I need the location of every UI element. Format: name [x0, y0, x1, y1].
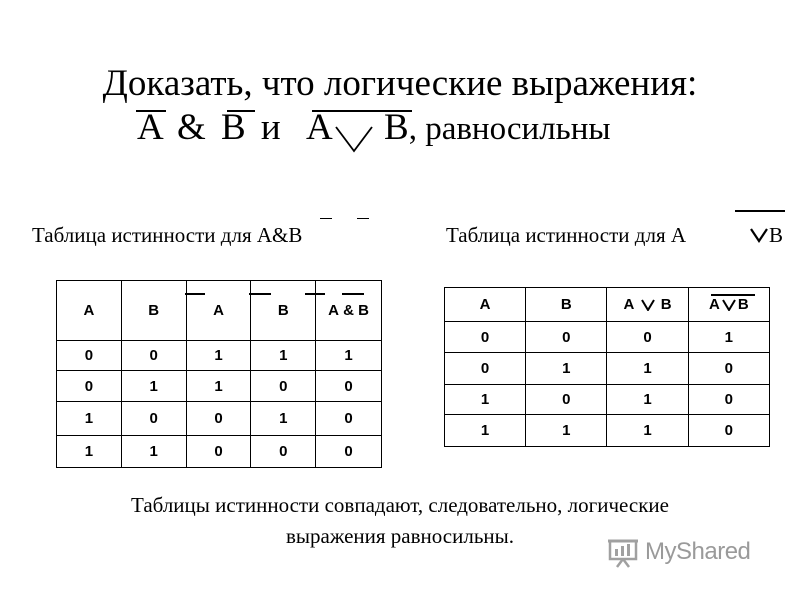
- title-expression-line: [137, 106, 281, 150]
- title-tail: , равносильны: [408, 111, 611, 147]
- caption-overline-a: [320, 218, 332, 219]
- table-cell: 0: [316, 402, 382, 436]
- page-title: Доказать, что логические выражения:: [102, 63, 698, 104]
- table-row: [445, 385, 770, 415]
- header-overline: [249, 293, 271, 295]
- watermark-brand: MyShared: [645, 538, 751, 565]
- table-cell: 1: [688, 322, 769, 353]
- header-overline: [185, 293, 205, 295]
- table-row: [445, 322, 770, 353]
- header-var-a: А: [709, 296, 720, 313]
- table-cell: 1: [57, 402, 122, 436]
- conclusion-line-1: Таблицы истинности совпадают, следовательно, логические: [131, 493, 669, 517]
- overline-b: [227, 110, 255, 112]
- overline-a: [136, 110, 166, 112]
- left-table-caption: Таблица истинности для A&B: [32, 223, 303, 247]
- table-cell: 0: [121, 341, 186, 371]
- table-cell: 1: [121, 436, 186, 468]
- table-cell: 0: [186, 402, 251, 436]
- table-cell: 0: [526, 322, 607, 353]
- logical-or-icon: [333, 124, 375, 154]
- table-cell: 1: [607, 353, 688, 385]
- header-cell-disjunction: [607, 288, 688, 322]
- right-truth-table: [444, 287, 770, 447]
- title-var-b2-wrap: [384, 106, 611, 151]
- watermark: [607, 535, 765, 569]
- title-var-b2: B: [384, 107, 409, 148]
- header-var-b: В: [737, 296, 749, 313]
- conclusion-line-2: выражения равносильны.: [286, 524, 514, 548]
- table-cell: 0: [316, 436, 382, 468]
- header-overline: [305, 293, 325, 295]
- title-var-a: A: [137, 107, 162, 148]
- table-cell: 0: [316, 371, 382, 402]
- table-cell: 1: [526, 353, 607, 385]
- table-cell: 1: [251, 341, 316, 371]
- table-cell: 1: [186, 371, 251, 402]
- table-row: [445, 353, 770, 385]
- title-disjunction: [306, 106, 333, 150]
- table-cell: 1: [607, 415, 688, 447]
- table-cell: 0: [607, 322, 688, 353]
- table-row: [57, 371, 382, 402]
- table-row: [57, 436, 382, 468]
- table-cell: 1: [526, 415, 607, 447]
- left-truth-table: [56, 280, 382, 468]
- table-cell: 0: [251, 371, 316, 402]
- table-cell: 0: [251, 436, 316, 468]
- table-cell: 0: [186, 436, 251, 468]
- table-row: [57, 341, 382, 371]
- right-table-caption: Таблица истинности для A: [446, 223, 687, 247]
- header-cell-negated-disjunction: [688, 288, 769, 322]
- caption-overline-b: [357, 218, 369, 219]
- table-cell: 0: [57, 371, 122, 402]
- logical-or-icon: [722, 299, 736, 311]
- presentation-board-icon: [607, 535, 641, 569]
- table-cell: 0: [445, 322, 526, 353]
- table-row: [57, 402, 382, 436]
- header-overline: [342, 293, 364, 295]
- header-cell: А: [57, 281, 122, 341]
- header-cell: В: [121, 281, 186, 341]
- logical-or-icon: [641, 299, 655, 311]
- header-cell: А: [186, 281, 251, 341]
- table-cell: 1: [251, 402, 316, 436]
- table-row: [445, 415, 770, 447]
- table-cell: 1: [121, 371, 186, 402]
- header-overline: [711, 294, 755, 296]
- table-cell: 1: [445, 415, 526, 447]
- table-cell: 0: [688, 353, 769, 385]
- title-var-b: B: [220, 107, 246, 148]
- title-var-a2: A: [306, 107, 333, 148]
- title-amp: &: [176, 107, 206, 148]
- table-cell: 0: [688, 415, 769, 447]
- table-cell: 1: [445, 385, 526, 415]
- table-cell: 0: [121, 402, 186, 436]
- header-cell: В: [251, 281, 316, 341]
- caption-overline-disjunction: [735, 210, 785, 212]
- table-cell: 1: [186, 341, 251, 371]
- table-cell: 0: [57, 341, 122, 371]
- header-cell: А & В: [316, 281, 382, 341]
- table-header-row: [57, 281, 382, 341]
- header-var-a: А: [623, 296, 635, 313]
- logical-or-icon: [749, 227, 769, 243]
- overline-disjunction: [312, 110, 412, 112]
- table-cell: 0: [688, 385, 769, 415]
- right-caption-var-b: B: [769, 223, 784, 247]
- table-cell: 1: [57, 436, 122, 468]
- header-cell: А: [445, 288, 526, 322]
- table-header-row: [445, 288, 770, 322]
- table-cell: 0: [445, 353, 526, 385]
- title-and-word: и: [260, 107, 281, 148]
- table-cell: 0: [526, 385, 607, 415]
- header-var-b: В: [660, 296, 672, 313]
- table-cell: 1: [316, 341, 382, 371]
- header-cell: В: [526, 288, 607, 322]
- table-cell: 1: [607, 385, 688, 415]
